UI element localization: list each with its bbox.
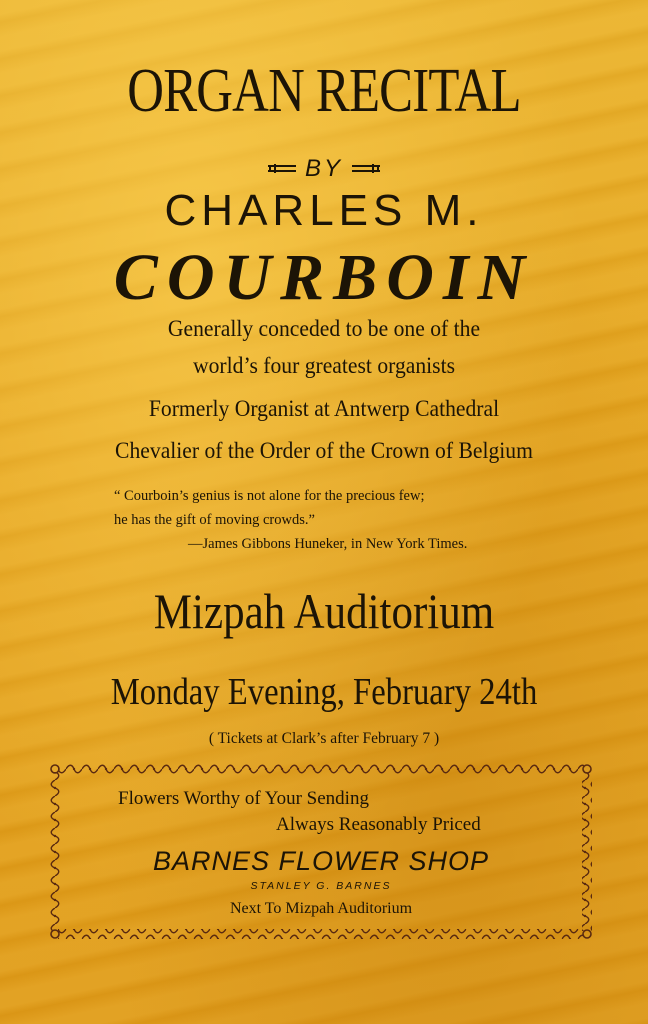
left-ornament-icon — [267, 162, 297, 176]
flower-shop-advertisement — [50, 764, 592, 939]
event-date: Monday Evening, February 24th — [110, 671, 538, 713]
by-line — [0, 154, 648, 184]
venue-name: Mizpah Auditorium — [153, 583, 495, 639]
ticket-info: ( Tickets at Clark’s after February 7 ) — [208, 730, 440, 747]
quote-line: “ Courboin’s genius is not alone for the precious few; — [114, 488, 425, 504]
description-line: Generally conceded to be one of the — [167, 316, 481, 341]
description-line: Formerly Organist at Antwerp Cathedral — [148, 396, 500, 421]
performer-first-name: CHARLES M. — [164, 186, 484, 235]
shop-location: Next To Mizpah Auditorium — [229, 900, 413, 917]
poster-title: ORGAN RECITAL — [127, 57, 521, 125]
ad-slogan-line: Flowers Worthy of Your Sending — [118, 788, 369, 809]
ad-slogan-line: Always Reasonably Priced — [276, 814, 481, 835]
description-line: Chevalier of the Order of the Crown of Belgium — [115, 438, 533, 463]
quote-attribution: —James Gibbons Huneker, in New York Times. — [188, 536, 468, 552]
performer-last-name: COURBOIN — [113, 241, 535, 314]
description-line: world’s four greatest organists — [193, 353, 455, 378]
shop-name: BARNES FLOWER SHOP — [152, 846, 490, 876]
by-label: BY — [304, 155, 343, 182]
shop-owner: STANLEY G. BARNES — [250, 880, 392, 892]
quote-line: he has the gift of moving crowds.” — [114, 512, 315, 528]
right-ornament-icon — [351, 162, 381, 176]
